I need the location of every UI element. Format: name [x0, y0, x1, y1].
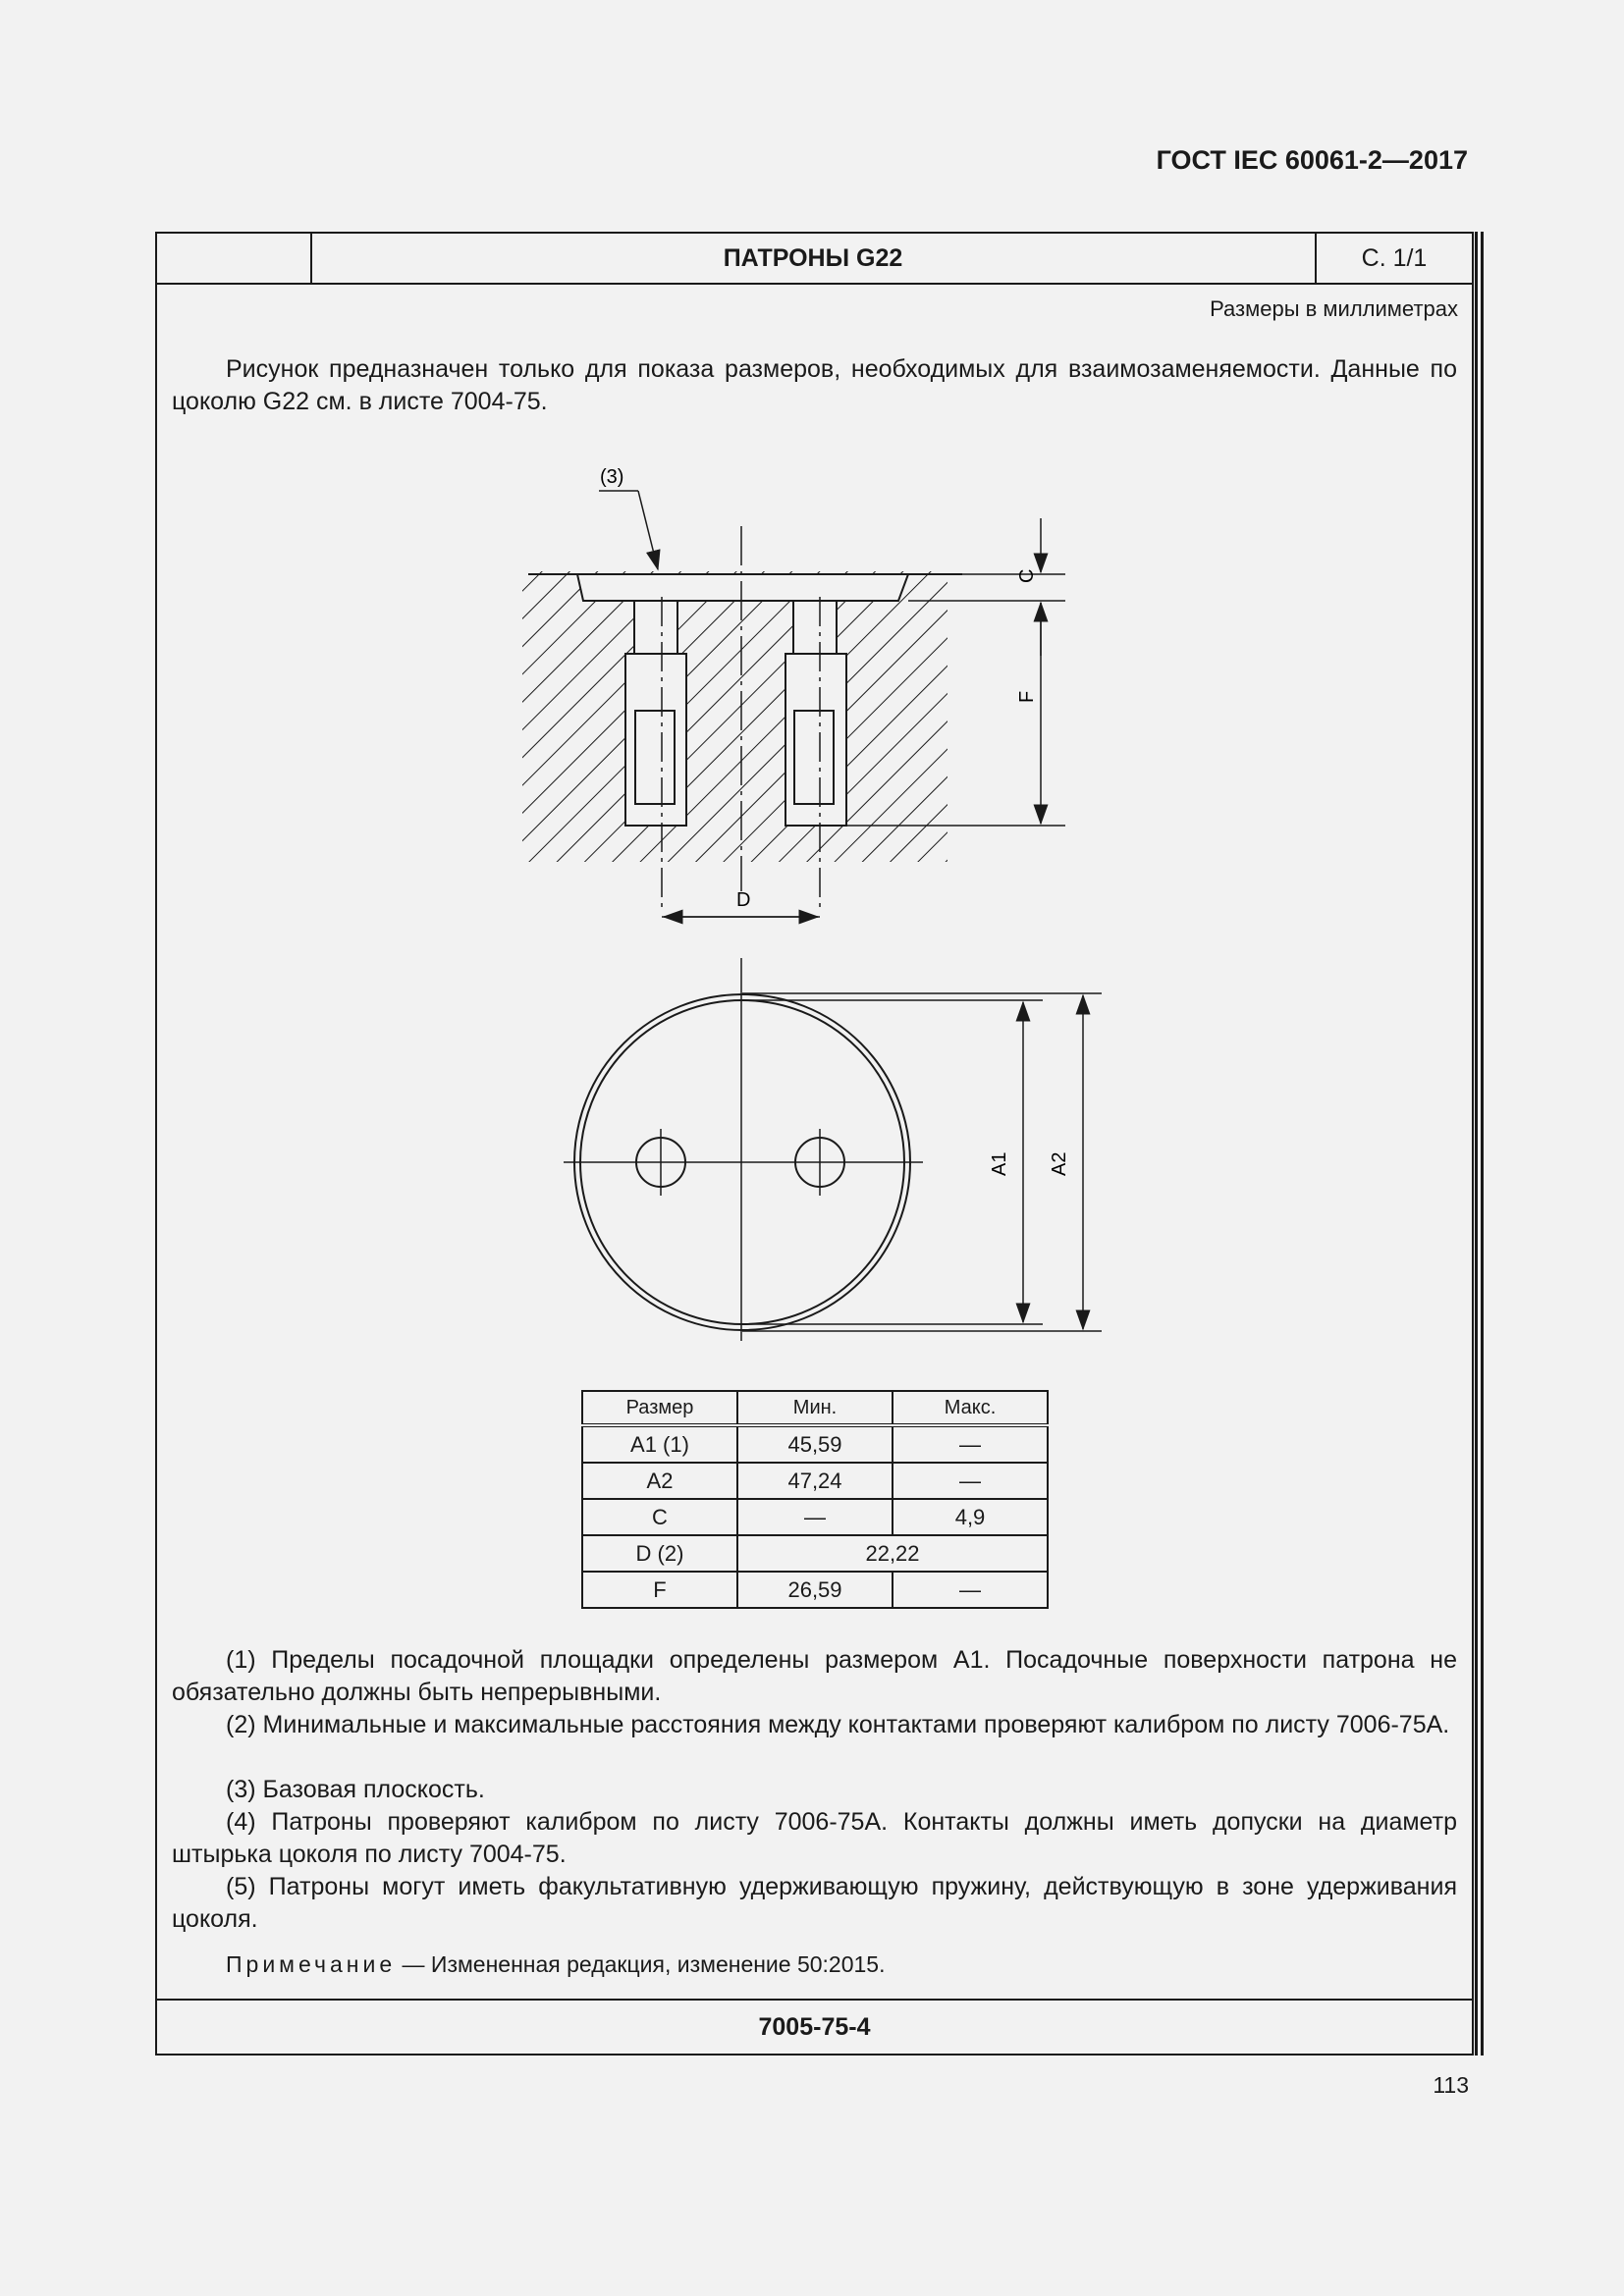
table-row: C — 4,9 — [582, 1499, 1048, 1535]
frame-double-line — [1481, 232, 1484, 2056]
note-1: (1) Пределы посадочной площадки определены размером A1. Посадочные поверхности патрона не обязательно должны быть непрерывными. — [172, 1646, 1457, 1706]
sheet-code: 7005-75-4 — [157, 1999, 1472, 2054]
sheet-page: С. 1/1 — [1315, 234, 1472, 283]
table-row: A2 47,24 — — [582, 1463, 1048, 1499]
contact-channel — [793, 601, 837, 654]
base-recess — [577, 574, 908, 601]
dim-F-label: F — [1016, 690, 1038, 703]
page-number: 113 — [1433, 2072, 1469, 2098]
table-row: D (2) 22,22 — [582, 1535, 1048, 1572]
sheet-frame — [155, 232, 1474, 2056]
hatched-body — [522, 571, 947, 862]
note-4: (4) Патроны проверяют калибром по листу 7006-75A. Контакты должны иметь допуски на диаметр штырька цоколя по листу 7004-75. — [172, 1808, 1457, 1868]
note-3: (3) Базовая плоскость. — [226, 1776, 485, 1803]
ref3-label: (3) — [600, 466, 624, 488]
remark-text: — Измененная редакция, изменение 50:2015. — [402, 1951, 886, 1977]
frame-double-line — [1475, 232, 1478, 2056]
dim-D-label: D — [736, 889, 751, 911]
table-header: Мин. — [737, 1391, 893, 1425]
table-header: Макс. — [893, 1391, 1048, 1425]
table-row: A1 (1) 45,59 — — [582, 1425, 1048, 1463]
intro-text: Рисунок предназначен только для показа размеров, необходимых для взаимозаменяемости. Данные по цоколю G22 см. в листе 7004-75. — [172, 355, 1457, 415]
dimensions-table — [581, 1390, 1049, 1609]
dim-A1-label: A1 — [989, 1151, 1010, 1176]
section-view — [522, 466, 1065, 917]
dim-A2-label: A2 — [1049, 1151, 1070, 1176]
technical-drawing — [157, 234, 1472, 1362]
remark — [172, 1949, 1457, 1981]
contact-channel — [634, 601, 677, 654]
plan-view — [564, 958, 1102, 1341]
dim-C-label: C — [1016, 568, 1038, 583]
sheet-title: ПАТРОНЫ G22 — [723, 244, 903, 272]
standard-code: ГОСТ IEC 60061-2—2017 — [1156, 145, 1468, 175]
table-row: F 26,59 — — [582, 1572, 1048, 1608]
note-5: (5) Патроны могут иметь факультативную удерживающую пружину, действующую в зоне удерживания цоколя. — [172, 1873, 1457, 1933]
table-header: Размер — [582, 1391, 737, 1425]
units-note: Размеры в миллиметрах — [1210, 296, 1458, 321]
remark-label: Примечание — [226, 1951, 397, 1977]
note-2: (2) Минимальные и максимальные расстояния между контактами проверяют калибром по листу 7006-75A. — [226, 1711, 1450, 1738]
